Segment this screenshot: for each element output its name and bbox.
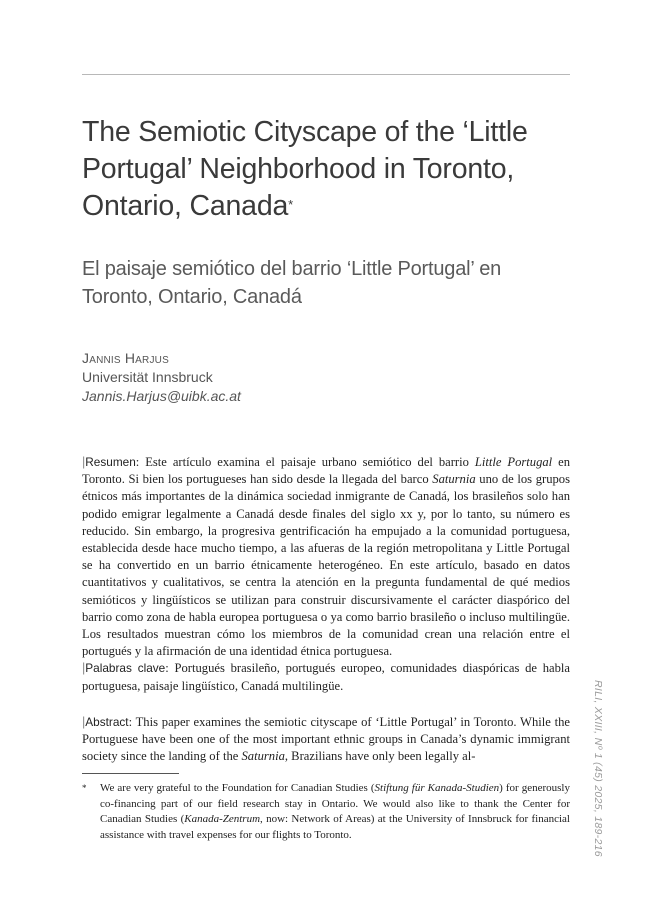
palabras-clave-label: Palabras clave: [85, 661, 166, 676]
footnote-marker: *: [82, 783, 87, 793]
article-subtitle: El paisaje semiótico del barrio ‘Little Portugal’ en Toronto, Ontario, Canadá: [82, 258, 502, 308]
title-footnote-marker: *: [288, 197, 293, 212]
footnote: [82, 781, 570, 843]
author-block: [82, 349, 241, 406]
journal-reference-vertical: RILI, XXIII, Nº 1 (45) 2025, 189-216: [592, 680, 604, 857]
author-email[interactable]: Jannis.Harjus@uibk.ac.at: [82, 388, 241, 404]
author-affiliation: Universität Innsbruck: [82, 369, 213, 385]
footnote-text: We are very grateful to the Foundation for Canadian Studies (Stiftung für Kanada-Studien) for generously co-financing part of our field research stay in Ontario. We would also like to thank the Center for Canadian Studies (Kanada-Zentrum, now: Network of Areas) at the University of Innsbruck for financial assistance with travel expenses for our flights to Toronto.: [100, 782, 570, 841]
article-title: The Semiotic Cityscape of the ‘Little Portugal’ Neighborhood in Toronto, Ontario, Canada*: [82, 116, 528, 222]
abstract-section: [82, 454, 570, 765]
palabras-clave-paragraph: |Palabras clave: Portugués brasileño, portugués europeo, comunidades diaspóricas de habla portuguesa, paisaje lingüístico, Canadá multilingüe.: [82, 661, 570, 693]
author-name: Jannis Harjus: [82, 350, 169, 366]
top-rule: [82, 74, 570, 75]
abstract-label: Abstract: [85, 714, 129, 729]
resumen-label: Resumen: [85, 455, 136, 469]
resumen-paragraph: |Resumen: Este artículo examina el paisaje urbano semiótico del barrio Little Portugal en Toronto. Si bien los portugueses han sido desde la llegada del barco Saturnia uno de los grupos étnicos más importantes de la dinámica sociedad inmigrante de Canadá, los brasileños solo han podido emigrar legalmente a Canadá desde finales del siglo xx y, por lo tanto, su número es reducido. Sin embargo, la progresiva gentrificación ha empujado a la comunidad portuguesa, establecida desde hace mucho tiempo, a las afueras de la región metropolitana y Little Portugal se ha convertido en un barrio étnicamente heterogéneo. En este artículo, basado en datos cuantitativos y cualitativos, se centra la atención en la pregunta fundamental de qué medios semióticos y lingüísticos se utilizan para construir discursivamente el carácter diaspórico del barrio como zona de habla europea portuguesa o ya como barrio brasileño o incluso multilingüe. Los resultados muestran cómo los miembros de la comunidad crean una relación entre el portugués y la afirmación de una identidad étnica portuguesa.: [82, 455, 570, 659]
abstract-paragraph: |Abstract: This paper examines the semiotic cityscape of ‘Little Portugal’ in Toronto. While the Portuguese have been one of the most important ethnic groups in Canada’s dynamic immigrant society since the landing of the Saturnia, Brazilians have only been legally al-: [82, 714, 570, 764]
footnote-rule: [82, 773, 179, 774]
